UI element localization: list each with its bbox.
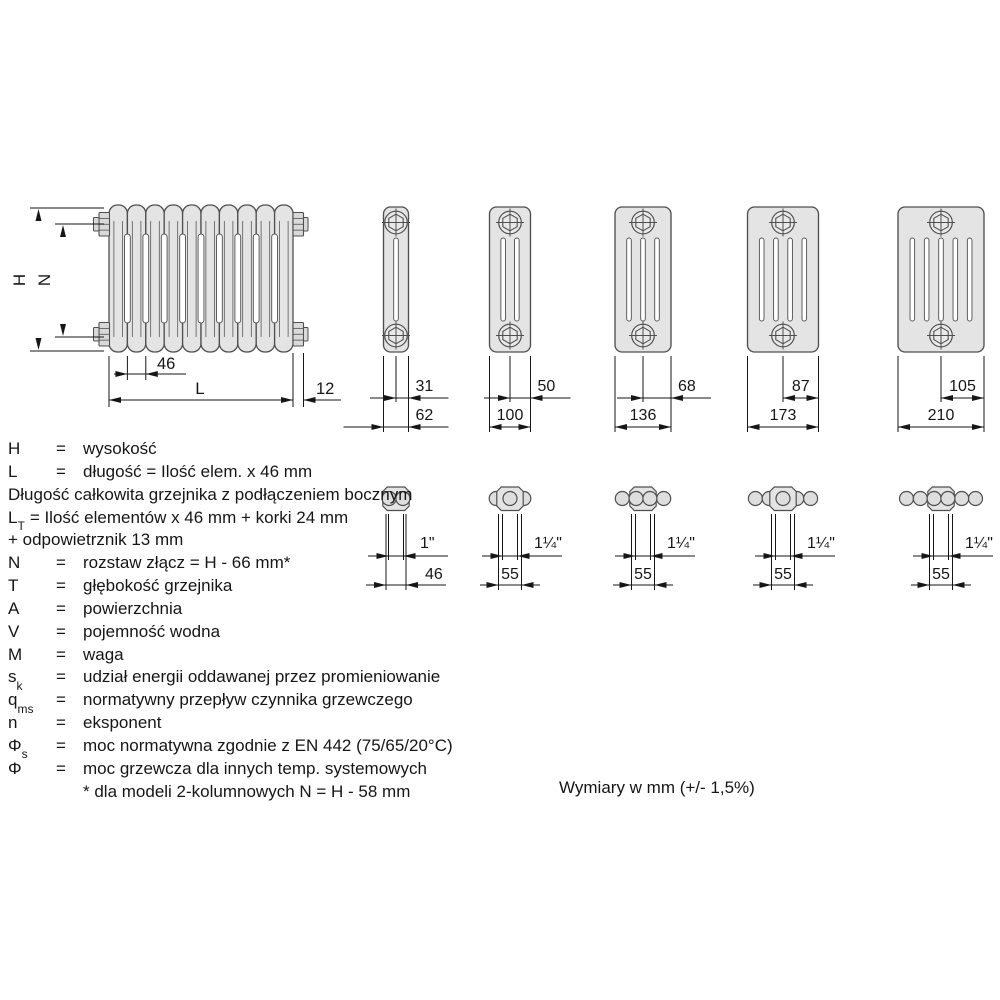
top-view-dims-2-columns: [366, 514, 448, 590]
element-gap-slot: [180, 234, 186, 323]
legend-symbol: M: [8, 644, 23, 664]
front-view-length-dims: [109, 353, 341, 407]
top-view-5-columns: [748, 487, 817, 511]
top-view-3-columns: [489, 487, 531, 511]
column-slot: [774, 238, 779, 321]
legend-block: [8, 438, 453, 804]
arrowhead: [972, 424, 984, 430]
legend-description: udział energii oddawanej przez promieniowanie: [83, 667, 441, 687]
equals-sign: =: [56, 758, 66, 778]
legend-symbol: $\Phi_s$: [8, 735, 28, 762]
arrowhead: [372, 424, 384, 430]
tube-circle: [629, 492, 643, 506]
arrowhead: [519, 424, 531, 430]
arrowhead: [631, 395, 643, 401]
equals-sign: =: [56, 598, 66, 618]
arrowhead: [783, 395, 795, 401]
arrowhead: [498, 395, 510, 401]
arrowhead: [659, 424, 671, 430]
arrowhead: [409, 424, 421, 430]
equals-sign: =: [56, 735, 66, 755]
arrowhead: [146, 371, 158, 377]
legend-continuation: + odpowietrznik 13 mm: [8, 530, 184, 550]
tube-circle: [615, 492, 629, 506]
legend-row: [8, 689, 413, 716]
tube-circle: [657, 492, 671, 506]
arrowhead: [281, 397, 293, 403]
arrowhead: [807, 424, 819, 430]
legend-symbol: V: [8, 621, 20, 641]
tube-circle: [748, 492, 762, 506]
arrowhead: [518, 553, 530, 559]
dimensions-note: Wymiary w mm (+/- 1,5%): [559, 778, 755, 797]
connection-size-label: 1¼": [534, 535, 562, 552]
arrowhead: [655, 582, 667, 588]
cross-section-2-columns: [382, 207, 410, 352]
depth-label: 100: [496, 407, 524, 424]
legend-symbol: $s_k$: [8, 667, 23, 693]
equals-sign: =: [56, 667, 66, 687]
tube-circle: [969, 492, 983, 506]
legend-row: [8, 438, 378, 461]
arrowhead: [377, 553, 389, 559]
top-view-dims-6-columns: [911, 514, 993, 590]
element-gap-slot: [253, 234, 259, 323]
arrowhead: [36, 338, 42, 350]
cross-section-3-columns: [490, 207, 531, 352]
legend-row: [8, 781, 411, 804]
hub-width-label: 55: [932, 566, 950, 583]
connection-stub: [304, 218, 309, 232]
legend-description: rozstaw złącz = H - 66 mm*: [83, 553, 291, 573]
arrowhead: [791, 553, 803, 559]
front-view-height-dims: [10, 208, 104, 351]
cross-section-dims-4-columns: [615, 356, 711, 432]
arrowhead: [949, 553, 961, 559]
arrowhead: [795, 582, 807, 588]
arrowhead: [490, 424, 502, 430]
legend-row: [8, 598, 378, 621]
legend-description: wysokość: [83, 439, 157, 458]
arrowhead: [953, 582, 965, 588]
legend-symbol: Φ: [8, 758, 22, 778]
half-depth-label: 68: [678, 378, 696, 395]
arrowhead: [918, 582, 930, 588]
legend-row: [8, 666, 441, 693]
arrowhead: [36, 209, 42, 221]
tube-circle: [643, 492, 657, 506]
column-slot: [802, 238, 807, 321]
top-view-dims-4-columns: [613, 514, 695, 590]
arrowhead: [898, 424, 910, 430]
legend-description: normatywny przepływ czynnika grzewczego: [83, 690, 413, 710]
tube-circle: [955, 492, 969, 506]
height-label: H: [10, 273, 29, 287]
legend-row: [8, 507, 378, 533]
arrowhead: [404, 553, 416, 559]
arrowhead: [651, 553, 663, 559]
depth-label: 173: [769, 407, 797, 424]
legend-row: [8, 461, 378, 484]
column-slot: [394, 238, 399, 321]
depth-label: 210: [927, 407, 955, 424]
legend-row: [8, 758, 427, 781]
column-slot: [788, 238, 793, 321]
hub-width-label: 55: [634, 566, 652, 583]
element-gap-slot: [125, 234, 131, 323]
element-gap-slot: [272, 234, 278, 323]
column-slot: [924, 238, 929, 321]
legend-symbol: A: [8, 598, 20, 618]
legend-description: pojemność wodna: [83, 621, 221, 641]
legend-description: = Ilość elementów x 46 mm + korki 24 mm: [29, 507, 349, 527]
half-depth-label: 87: [791, 378, 810, 395]
tube-circle: [941, 492, 955, 506]
arrowhead: [531, 395, 543, 401]
equals-sign: =: [56, 439, 66, 458]
cross-section-dims-2-columns: [344, 356, 449, 432]
column-slot: [627, 238, 632, 321]
tube-circle: [503, 492, 517, 506]
legend-description: długość = Ilość elem. x 46 mm: [83, 461, 313, 481]
connection-size-label: 1¼": [807, 535, 835, 552]
arrowhead: [491, 553, 503, 559]
arrowhead: [115, 371, 127, 377]
overhang-label: 12: [316, 380, 335, 398]
legend-row: [8, 552, 378, 575]
column-slot: [655, 238, 660, 321]
cross-section-dims-6-columns: [898, 356, 984, 432]
legend-row: [8, 484, 413, 507]
legend-description: waga: [83, 644, 124, 664]
arrowhead: [671, 395, 683, 401]
arrowhead: [620, 582, 632, 588]
arrowhead: [522, 582, 534, 588]
equals-sign: =: [56, 644, 66, 664]
arrowhead: [764, 553, 776, 559]
arrowhead: [615, 424, 627, 430]
arrowhead: [60, 225, 66, 237]
legend-continuation: Długość całkowita grzejnika z podłączeniem bocznym: [8, 484, 413, 504]
legend-symbol: $L_T$: [8, 507, 25, 533]
column-slot: [501, 238, 506, 321]
cross-section-dims-3-columns: [484, 356, 571, 432]
legend-symbol: T: [8, 576, 19, 596]
top-view-6-columns: [900, 487, 983, 511]
equals-sign: =: [56, 576, 66, 596]
arrowhead: [922, 553, 934, 559]
cross-section-5-columns: [748, 207, 819, 352]
arrowhead: [941, 395, 953, 401]
top-view-dims-5-columns: [753, 514, 835, 590]
legend-row: [8, 735, 453, 762]
legend-row: [8, 621, 378, 644]
tube-circle: [927, 492, 941, 506]
element-gap-slot: [235, 234, 241, 323]
arrowhead: [109, 397, 121, 403]
element-gap-slot: [198, 234, 204, 323]
arrowhead: [409, 395, 421, 401]
column-slot: [939, 238, 944, 321]
hub-width-label: 55: [501, 566, 519, 583]
arrowhead: [624, 553, 636, 559]
arrowhead: [972, 395, 984, 401]
front-view: [94, 205, 309, 352]
equals-sign: =: [56, 690, 66, 710]
cross-section-4-columns: [615, 207, 671, 352]
column-slot: [910, 238, 915, 321]
arrowhead: [406, 582, 418, 588]
tube-circle: [900, 492, 914, 506]
equals-sign: =: [56, 713, 66, 733]
connection-size-label: 1": [420, 535, 435, 552]
legend-footnote: * dla modeli 2-kolumnowych N = H - 58 mm: [83, 781, 411, 801]
legend-description: głębokość grzejnika: [83, 576, 233, 596]
legend-symbol: L: [8, 461, 18, 481]
element-pitch-label: 46: [157, 355, 176, 373]
depth-label: 62: [415, 407, 434, 424]
legend-symbol: n: [8, 713, 18, 733]
top-view-4-columns: [615, 487, 670, 511]
arrowhead: [487, 582, 499, 588]
legend-description: eksponent: [83, 713, 162, 733]
connection-stub: [94, 328, 100, 342]
hub-width-label: 55: [774, 566, 792, 583]
column-slot: [967, 238, 972, 321]
legend-symbol: H: [8, 439, 21, 458]
legend-description: powierzchnia: [83, 598, 183, 618]
arrowhead: [760, 582, 772, 588]
connection-size-label: 1¼": [965, 535, 993, 552]
legend-row: [8, 575, 378, 598]
column-slot: [759, 238, 764, 321]
element-gap-slot: [217, 234, 223, 323]
column-slot: [641, 238, 646, 321]
element-gap-slot: [143, 234, 149, 323]
top-view-dims-3-columns: [480, 514, 562, 590]
tube-circle: [913, 492, 927, 506]
tube-circle: [804, 492, 818, 506]
joint-spacing-label: N: [35, 273, 54, 287]
arrowhead: [60, 324, 66, 336]
column-slot: [953, 238, 958, 321]
legend-symbol: N: [8, 553, 21, 573]
half-depth-label: 50: [537, 378, 556, 395]
legend-row: [8, 712, 378, 735]
legend-row: [8, 529, 378, 552]
equals-sign: =: [56, 461, 66, 481]
legend-symbol: $q_{ms}$: [8, 690, 34, 716]
legend-row: [8, 644, 378, 667]
equals-sign: =: [56, 553, 66, 573]
arrowhead: [748, 424, 760, 430]
tube-circle: [776, 492, 790, 506]
arrowhead: [807, 395, 819, 401]
arrowhead: [304, 397, 316, 403]
connection-stub: [304, 328, 309, 342]
half-depth-label: 105: [949, 378, 976, 395]
column-slot: [515, 238, 520, 321]
cross-section-dims-5-columns: [748, 356, 819, 432]
equals-sign: =: [56, 621, 66, 641]
arrowhead: [384, 395, 396, 401]
legend-description: moc grzewcza dla innych temp. systemowych: [83, 758, 427, 778]
length-label: L: [195, 379, 205, 398]
connection-size-label: 1¼": [667, 535, 695, 552]
half-depth-label: 31: [415, 378, 434, 395]
legend-description: moc normatywna zgodnie z EN 442 (75/65/20°C): [83, 735, 453, 755]
element-gap-slot: [161, 234, 167, 323]
hub-width-label: 46: [425, 566, 443, 583]
cross-section-6-columns: [898, 207, 984, 352]
depth-label: 136: [629, 407, 657, 424]
